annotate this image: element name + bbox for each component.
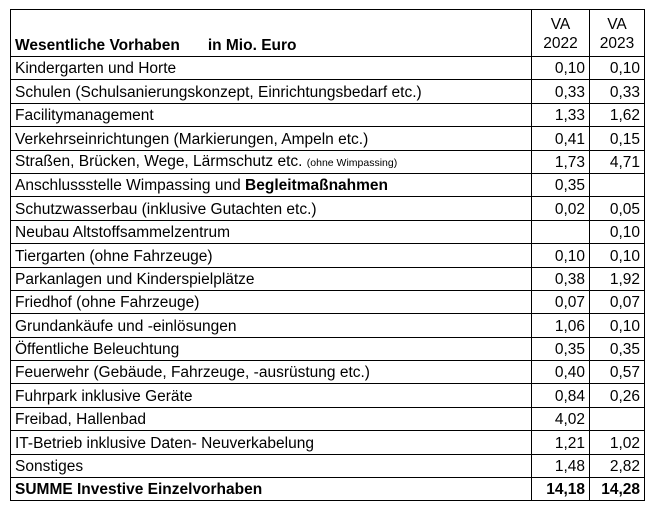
row-label: Grundankäufe und -einlösungen	[15, 317, 237, 335]
table-row	[11, 244, 645, 267]
table-row	[11, 407, 645, 430]
header-title: Wesentliche Vorhaben	[15, 37, 180, 54]
value-va2023: 1,92	[590, 267, 645, 290]
value-va2022: 0,02	[532, 197, 590, 220]
row-label: Schulen (Schulsanierungskonzept, Einrichtungsbedarf etc.)	[15, 83, 422, 101]
table-row	[11, 197, 645, 220]
row-label-cell	[11, 197, 532, 220]
value-va2022: 0,41	[532, 127, 590, 150]
table-row	[11, 454, 645, 477]
table-row	[11, 290, 645, 313]
row-label: Verkehrseinrichtungen (Markierungen, Ampeln etc.)	[15, 130, 369, 148]
value-va2022: 1,06	[532, 314, 590, 337]
row-label: Freibad, Hallenbad	[15, 411, 146, 429]
table-row	[11, 80, 645, 103]
row-label-cell	[11, 127, 532, 150]
row-label-cell	[11, 454, 532, 477]
row-label-cell	[11, 57, 532, 80]
value-va2023	[590, 173, 645, 196]
table-row	[11, 57, 645, 80]
value-va2023: 0,10	[590, 244, 645, 267]
row-label: Sonstiges	[15, 458, 84, 476]
value-va2023: 0,10	[590, 57, 645, 80]
row-label-cell	[11, 103, 532, 126]
table-row	[11, 314, 645, 337]
total-label: SUMME Investive Einzelvorhaben	[11, 478, 532, 501]
row-label-cell	[11, 80, 532, 103]
row-label-cell	[11, 337, 532, 360]
value-va2023: 4,71	[590, 150, 645, 173]
row-label: Schutzwasserbau (inklusive Gutachten etc.)	[15, 200, 317, 218]
value-va2022: 0,33	[532, 80, 590, 103]
value-va2022: 1,21	[532, 431, 590, 454]
value-va2022: 0,10	[532, 244, 590, 267]
table-row	[11, 173, 645, 196]
value-va2023: 2,82	[590, 454, 645, 477]
total-va2022: 14,18	[532, 478, 590, 501]
value-va2023: 1,62	[590, 103, 645, 126]
row-label: Neubau Altstoffsammelzentrum	[15, 224, 231, 242]
row-label: Feuerwehr (Gebäude, Fahrzeuge, -ausrüstung etc.)	[15, 364, 370, 382]
row-label-cell	[11, 173, 532, 196]
row-label: Öffentliche Beleuchtung	[15, 341, 180, 359]
value-va2023: 0,15	[590, 127, 645, 150]
investment-table	[10, 9, 645, 501]
value-va2022: 0,40	[532, 361, 590, 384]
value-va2023: 0,33	[590, 80, 645, 103]
row-note: (ohne Wimpassing)	[306, 156, 398, 169]
table-row	[11, 127, 645, 150]
row-label-cell	[11, 314, 532, 337]
value-va2022: 0,10	[532, 57, 590, 80]
value-va2023: 0,26	[590, 384, 645, 407]
table-header-row	[11, 10, 645, 57]
header-title-cell	[11, 10, 532, 57]
row-label: Fuhrpark inklusive Geräte	[15, 387, 193, 405]
table-row	[11, 337, 645, 360]
row-label: IT-Betrieb inklusive Daten- Neuverkabelung	[15, 434, 314, 452]
header-unit: in Mio. Euro	[207, 37, 297, 54]
value-va2022: 4,02	[532, 407, 590, 430]
row-label-cell	[11, 290, 532, 313]
row-label-cell	[11, 431, 532, 454]
row-label: Straßen, Brücken, Wege, Lärmschutz etc.	[15, 152, 303, 170]
row-label: Anschlussstelle Wimpassing und	[15, 177, 241, 195]
value-va2022: 0,38	[532, 267, 590, 290]
table-row	[11, 384, 645, 407]
value-va2023: 0,07	[590, 290, 645, 313]
value-va2023: 0,10	[590, 314, 645, 337]
value-va2023: 0,57	[590, 361, 645, 384]
row-label: Friedhof (ohne Fahrzeuge)	[15, 294, 200, 312]
value-va2022: 0,07	[532, 290, 590, 313]
row-label-cell	[11, 384, 532, 407]
table-row	[11, 220, 645, 243]
value-va2022: 0,35	[532, 173, 590, 196]
header-va2023: VA 2023	[590, 10, 645, 57]
row-label-cell	[11, 150, 532, 173]
table-row	[11, 431, 645, 454]
row-label: Facilitymanagement	[15, 107, 154, 125]
row-label-bold: Begleitmaßnahmen	[245, 177, 389, 195]
value-va2023: 0,35	[590, 337, 645, 360]
value-va2023: 0,10	[590, 220, 645, 243]
table-row	[11, 150, 645, 173]
value-va2022: 1,48	[532, 454, 590, 477]
row-label: Kindergarten und Horte	[15, 60, 177, 78]
table-row	[11, 103, 645, 126]
row-label-cell	[11, 220, 532, 243]
value-va2023	[590, 407, 645, 430]
row-label-cell	[11, 267, 532, 290]
row-label: Tiergarten (ohne Fahrzeuge)	[15, 247, 213, 265]
value-va2022: 0,35	[532, 337, 590, 360]
table-row	[11, 361, 645, 384]
value-va2022: 1,33	[532, 103, 590, 126]
total-row	[11, 478, 645, 501]
value-va2022: 1,73	[532, 150, 590, 173]
row-label-cell	[11, 407, 532, 430]
value-va2023: 0,05	[590, 197, 645, 220]
value-va2022	[532, 220, 590, 243]
header-va2022: VA 2022	[532, 10, 590, 57]
row-label-cell	[11, 244, 532, 267]
row-label-cell	[11, 361, 532, 384]
row-label: Parkanlagen und Kinderspielplätze	[15, 270, 255, 288]
value-va2023: 1,02	[590, 431, 645, 454]
table-row	[11, 267, 645, 290]
total-va2023: 14,28	[590, 478, 645, 501]
value-va2022: 0,84	[532, 384, 590, 407]
